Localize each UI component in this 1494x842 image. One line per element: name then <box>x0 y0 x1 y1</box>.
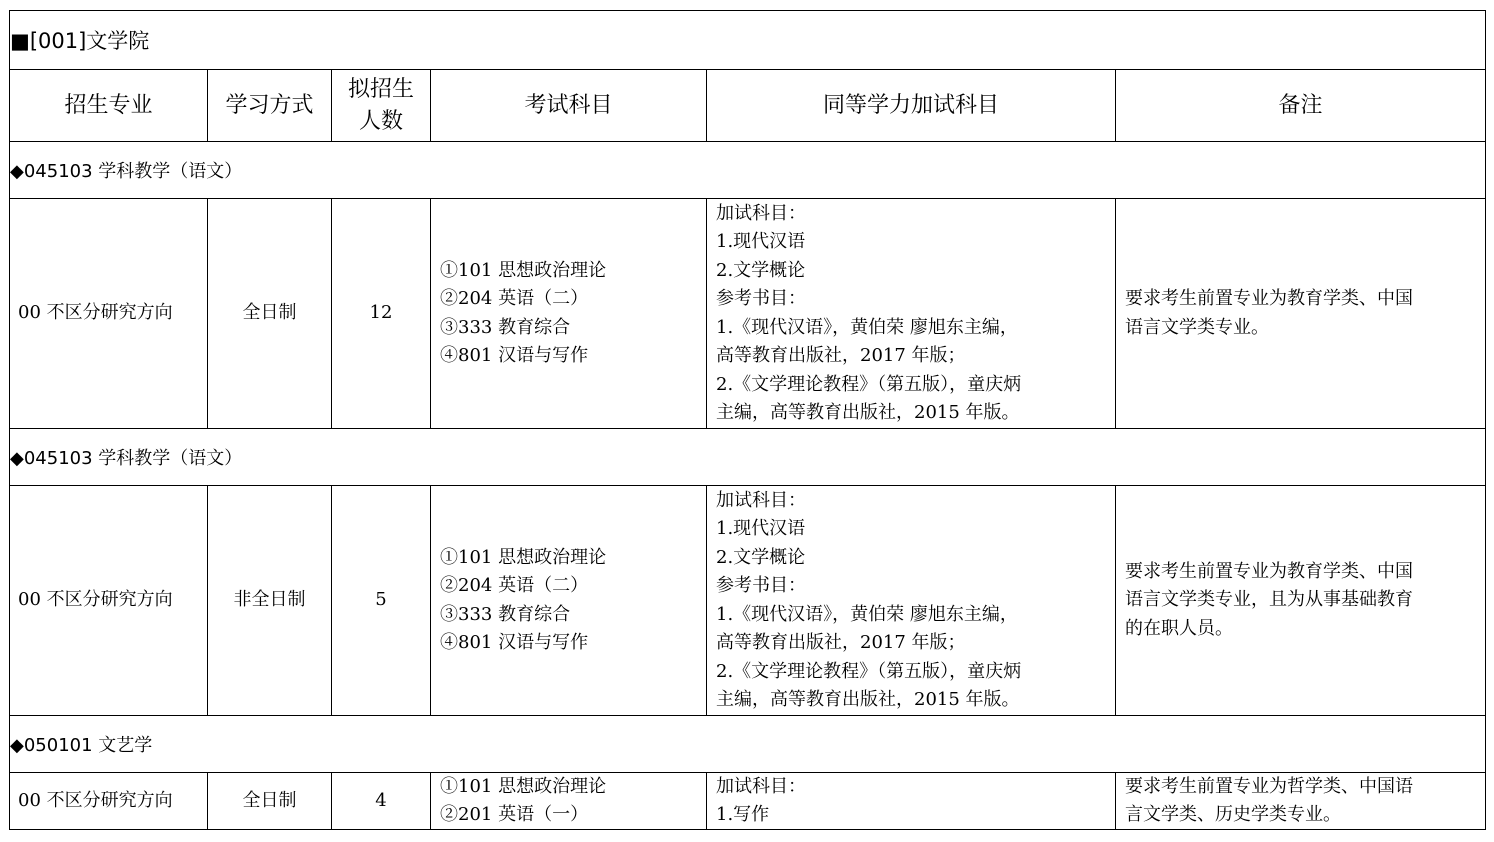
direction-cell: 00 不区分研究方向 <box>10 773 208 830</box>
note-line: 语言文学类专业。 <box>1125 316 1269 338</box>
major-title: ◆045103 学科教学（语文） <box>10 429 1486 486</box>
department-title: ■[001]文学院 <box>10 11 1486 70</box>
extra-line: 主编，高等教育出版社，2015 年版。 <box>716 689 1020 710</box>
header-row <box>10 70 1486 142</box>
note-line: 要求考生前置专业为教育学类、中国 <box>1125 560 1413 582</box>
direction-cell: 00 不区分研究方向 <box>10 486 208 716</box>
extra-line: 1.《现代汉语》，黄伯荣 廖旭东主编， <box>716 316 1018 338</box>
header-quota <box>332 70 431 142</box>
note-cell <box>1116 486 1486 716</box>
extra-cell <box>707 486 1116 716</box>
extra-line: 加试科目： <box>716 489 806 511</box>
note-line: 的在职人员。 <box>1125 617 1233 639</box>
major-title: ◆050101 文艺学 <box>10 716 1486 773</box>
extra-line: 1.现代汉语 <box>716 518 806 539</box>
extra-line: 2.文学概论 <box>716 546 806 568</box>
note-line: 言文学类、历史学类专业。 <box>1125 804 1341 825</box>
exam-cell <box>431 199 707 429</box>
exam-line: ④801 汉语与写作 <box>440 345 589 366</box>
table-row <box>10 199 1486 429</box>
exam-line: ③333 教育综合 <box>440 603 571 625</box>
exam-line: ①101 思想政治理论 <box>440 776 607 797</box>
header-major: 招生专业 <box>10 70 208 142</box>
note-line: 语言文学类专业，且为从事基础教育 <box>1125 589 1413 611</box>
extra-line: 主编，高等教育出版社，2015 年版。 <box>716 402 1020 423</box>
extra-cell <box>707 199 1116 429</box>
note-cell <box>1116 773 1486 830</box>
extra-line: 2.文学概论 <box>716 259 806 281</box>
exam-line: ①101 思想政治理论 <box>440 546 607 568</box>
mode-cell: 全日制 <box>208 773 332 830</box>
exam-line: ②204 英语（二） <box>440 575 589 596</box>
extra-line: 2.《文学理论教程》（第五版），童庆炳 <box>716 660 1022 682</box>
extra-line: 1.写作 <box>716 804 770 825</box>
mode-cell: 非全日制 <box>208 486 332 716</box>
quota-cell: 4 <box>332 773 431 830</box>
header-extra: 同等学力加试科目 <box>707 70 1116 142</box>
header-quota-line2: 人数 <box>358 108 403 134</box>
note-line: 要求考生前置专业为哲学类、中国语 <box>1125 776 1413 797</box>
admissions-table <box>9 10 1486 830</box>
major-title: ◆045103 学科教学（语文） <box>10 142 1486 199</box>
note-cell <box>1116 199 1486 429</box>
extra-line: 1.现代汉语 <box>716 231 806 252</box>
extra-line: 1.《现代汉语》，黄伯荣 廖旭东主编， <box>716 603 1018 625</box>
extra-cell <box>707 773 1116 830</box>
table-row <box>10 486 1486 716</box>
exam-line: ②204 英语（二） <box>440 288 589 309</box>
extra-line: 高等教育出版社，2017 年版； <box>716 345 966 366</box>
header-exam: 考试科目 <box>431 70 707 142</box>
table-row <box>10 773 1486 830</box>
extra-line: 加试科目： <box>716 202 806 224</box>
header-mode: 学习方式 <box>208 70 332 142</box>
exam-line: ②201 英语（一） <box>440 804 589 825</box>
exam-cell <box>431 773 707 830</box>
exam-line: ④801 汉语与写作 <box>440 632 589 653</box>
header-quota-line1: 拟招生 <box>347 76 414 102</box>
direction-cell: 00 不区分研究方向 <box>10 199 208 429</box>
extra-line: 参考书目： <box>716 575 806 596</box>
extra-line: 2.《文学理论教程》（第五版），童庆炳 <box>716 373 1022 395</box>
extra-line: 高等教育出版社，2017 年版； <box>716 632 966 653</box>
mode-cell: 全日制 <box>208 199 332 429</box>
quota-cell: 5 <box>332 486 431 716</box>
extra-line: 参考书目： <box>716 288 806 309</box>
note-line: 要求考生前置专业为教育学类、中国 <box>1125 288 1413 309</box>
extra-line: 加试科目： <box>716 776 806 797</box>
exam-line: ①101 思想政治理论 <box>440 259 607 281</box>
exam-cell <box>431 486 707 716</box>
exam-line: ③333 教育综合 <box>440 316 571 338</box>
header-note: 备注 <box>1116 70 1486 142</box>
quota-cell: 12 <box>332 199 431 429</box>
